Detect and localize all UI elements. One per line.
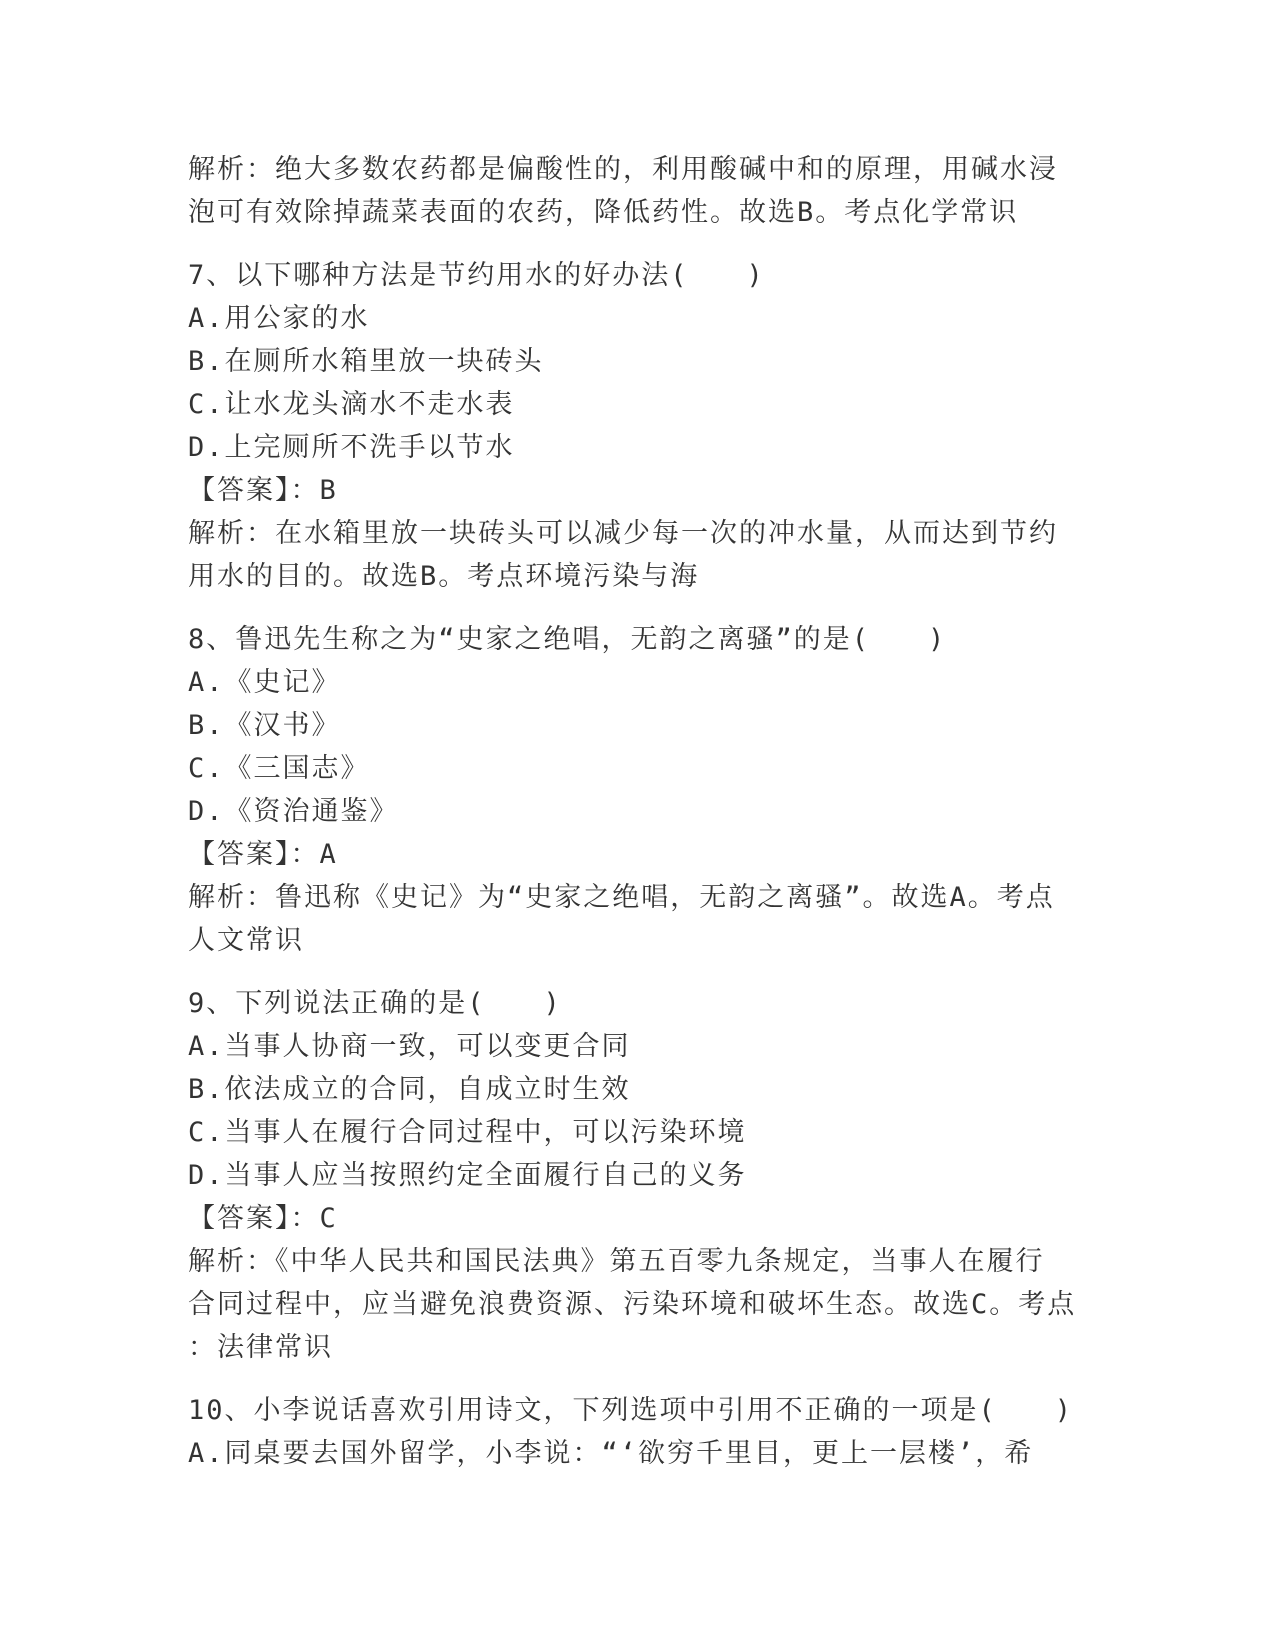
question-stem: 10、小李说话喜欢引用诗文，下列选项中引用不正确的一项是( )	[188, 1395, 1074, 1426]
explanation-line: 解析：《中华人民共和国民法典》第五百零九条规定，当事人在履行	[188, 1246, 1045, 1277]
option-a: A.当事人协商一致，可以变更合同	[188, 1031, 631, 1062]
block-gap	[188, 234, 1088, 254]
answer: 【答案】：C	[188, 1203, 338, 1234]
option-b: B.依法成立的合同，自成立时生效	[188, 1074, 631, 1105]
block-gap	[188, 1369, 1088, 1389]
option-d: D.当事人应当按照约定全面履行自己的义务	[188, 1160, 747, 1191]
block-gap	[188, 598, 1088, 618]
option-a: A.《史记》	[188, 667, 341, 698]
question-7	[188, 254, 1088, 598]
question-stem: 8、鲁迅先生称之为“史家之绝唱，无韵之离骚”的是( )	[188, 624, 947, 655]
explanation-line: 解析：在水箱里放一块砖头可以减少每一次的冲水量，从而达到节约	[188, 518, 1058, 549]
question-9	[188, 982, 1088, 1369]
document-page	[188, 148, 1088, 1475]
option-d: D.《资治通鉴》	[188, 796, 399, 827]
option-c: C.《三国志》	[188, 753, 370, 784]
option-d: D.上完厕所不洗手以节水	[188, 432, 515, 463]
explanation-line: 泡可有效除掉蔬菜表面的农药，降低药性。故选B。考点化学常识	[188, 197, 1019, 228]
explanation-line: ：法律常识	[188, 1332, 333, 1363]
question-8	[188, 618, 1088, 962]
explanation-line: 解析：绝大多数农药都是偏酸性的，利用酸碱中和的原理，用碱水浸	[188, 154, 1058, 185]
option-a: A.同桌要去国外留学，小李说：“‘欲穷千里目，更上一层楼’，希	[188, 1438, 1034, 1469]
block-gap	[188, 962, 1088, 982]
question-6-explanation	[188, 148, 1088, 234]
option-c: C.当事人在履行合同过程中，可以污染环境	[188, 1117, 747, 1148]
question-stem: 7、以下哪种方法是节约用水的好办法( )	[188, 260, 765, 291]
option-c: C.让水龙头滴水不走水表	[188, 389, 515, 420]
explanation-line: 用水的目的。故选B。考点环境污染与海	[188, 561, 700, 592]
explanation-line: 解析：鲁迅称《史记》为“史家之绝唱，无韵之离骚”。故选A。考点	[188, 882, 1055, 913]
question-stem: 9、下列说法正确的是( )	[188, 988, 562, 1019]
option-b: B.《汉书》	[188, 710, 341, 741]
answer: 【答案】：B	[188, 475, 338, 506]
question-10	[188, 1389, 1088, 1475]
option-a: A.用公家的水	[188, 303, 370, 334]
answer: 【答案】：A	[188, 839, 338, 870]
explanation-line: 合同过程中，应当避免浪费资源、污染环境和破坏生态。故选C。考点	[188, 1289, 1077, 1320]
option-b: B.在厕所水箱里放一块砖头	[188, 346, 544, 377]
explanation-line: 人文常识	[188, 925, 304, 956]
